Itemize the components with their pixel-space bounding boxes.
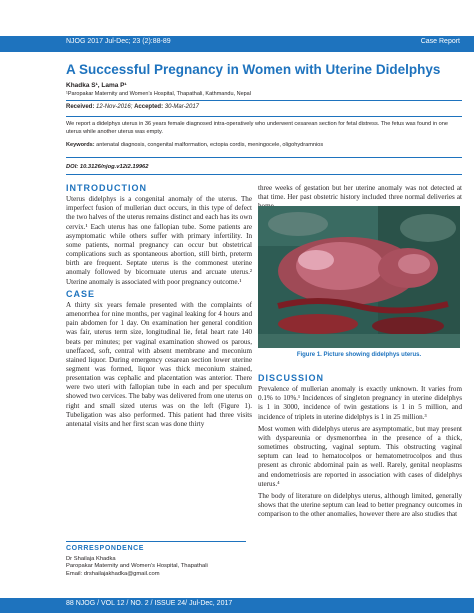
- right-column-bottom: [258, 374, 462, 522]
- journal-reference: NJOG 2017 Jul-Dec; 23 (2):88-89: [66, 38, 171, 45]
- case-heading: CASE: [66, 288, 96, 299]
- correspondence-heading: CORRESPONDENCE: [66, 545, 145, 552]
- discussion-paragraph-1: Prevalence of mullerian anomaly is exactly unknown. It varies from 0.1% to 10%.¹ Incidences of singleton pregnancy in uterine didelphys is 1 in 3000, incidence of twin gestations is 1 in 5 million, and incidence of triplets in uterine didelphys is 1 in 25 million.³: [258, 385, 462, 421]
- correspondence-name: Dr Shailaja Khadka: [66, 556, 116, 562]
- doi-text: DOI: 10.3126/njog.v12i2.19962: [66, 164, 149, 170]
- divider-line: [66, 100, 462, 101]
- keywords-text: antenatal diagnosis, congenital malformation, ectopia cordis, meningocele, oligohydramnios: [96, 142, 324, 148]
- footer-text: 88 NJOG / VOL 12 / NO. 2 / ISSUE 24/ Jul-Dec, 2017: [66, 600, 233, 607]
- divider-line: [66, 116, 462, 117]
- received-date: 12-Nov-2016;: [96, 104, 133, 110]
- discussion-heading: DISCUSSION: [258, 373, 325, 383]
- keywords-label: Keywords:: [66, 142, 95, 148]
- figure-photo: [258, 206, 460, 348]
- page-footer-band: [0, 598, 474, 613]
- accepted-date: 30-Mar-2017: [164, 104, 199, 110]
- journal-header-band: [0, 36, 474, 52]
- left-column: [66, 184, 252, 432]
- abstract-text: We report a didelphys uterus in 36 years female diagnosed intra-operatively who underwent cesarean section for fetal distress. The fetus was found in one uterus while another uterus was empty.: [66, 121, 448, 135]
- divider-line: [66, 174, 462, 175]
- discussion-paragraph-2: Most women with didelphys uterus are asymptomatic, but may present with dyspareunia or dysmenorrhea in the presence of a thick, sometimes obstructing, vaginal septum. This obstructing vaginal septum can lead to hematocolpos or hematometrocolpos and thus present as chronic abdominal pain as well. Rarely, genital neoplasms and endometriosis are reported in association with cases of didelphys uterus.⁴: [258, 424, 462, 488]
- author-list: Khadka S¹, Lama P¹: [66, 82, 127, 89]
- article-type-label: Case Report: [420, 38, 460, 45]
- correspondence-email: Email: drshailajakhadka@gmail.com: [66, 570, 160, 577]
- divider-line: [66, 157, 462, 158]
- article-title: A Successful Pregnancy in Women with Uterine Didelphys: [66, 62, 441, 77]
- introduction-heading: INTRODUCTION: [66, 183, 147, 193]
- keywords-line: [66, 142, 462, 148]
- received-label: Received:: [66, 104, 95, 110]
- author-affiliation: ¹Paropakar Maternity and Women’s Hospital, Thapathali, Kathmandu, Nepal: [66, 91, 251, 97]
- case-continuation-paragraph: three weeks of gestation but her uterine anomaly was not detected at that time. Her past obstetric history included three normal deliveries at: [258, 184, 462, 202]
- case-paragraph: A thirty six years female presented with the complaints of amenorrhea for nine months, per vaginal leaking for 4 hours and pain abdomen for 1 day. On examination her general condition was fair, uterus term size, longitudinal lie, fetal heart rate 140 beats per minutes; per vaginal examination showed os parous, uneffaced, soft, central with absent membrane and meconium stained liquor. During emergency cesarean section lower uterine segment was formed, liquor was thick meconium stained, presentation was cephalic and placentation was anterior. There were two uteri with fallopian tube in each and per speculum showed two cervices. The baby was delivered from one uterus on right and small sized uterus was on the left (Figure 1). Tubeligation was also performed. This patient had three visits antenatal visits and her first scan was done thirty: [66, 300, 252, 428]
- correspondence-block: [66, 556, 208, 578]
- correspondence-address: Paropakar Maternity and Women’s Hospital, Thapathali: [66, 563, 208, 570]
- accepted-label: Accepted:: [134, 104, 164, 110]
- didelphys-uterus-photo: [258, 206, 460, 348]
- discussion-paragraph-3: The body of literature on didelphys uterus, although limited, generally shows that the uterine septum can lead to better pregnancy outcomes in comparison to the other anomalies, however there are also studies that: [258, 491, 462, 519]
- correspondence-divider: [66, 541, 246, 542]
- figure-caption: Figure 1. Picture showing didelphys uterus.: [296, 352, 422, 358]
- introduction-paragraph: Uterus didelphys is a congenital anomaly of the uterus. The imperfect fusion of mullerian duct occurs, in this type of defect the two halves of the uterus remains distinct and each has its own cervix.¹ Each uterus has one fallopian tube. Some patients are asymptomatic while others suffer with primary infertility. In some patients, normal pregnancy can occur but obstetrical complications such as spontaneous abortion, still birth, preterm birth are frequent. Septate uterus is the commonest uterine anomaly followed by bicornuate uterus and arcuate uterus.² Uterine anomaly is associated with poor pregnancy outcome.¹: [66, 195, 252, 286]
- article-dates: [66, 104, 199, 110]
